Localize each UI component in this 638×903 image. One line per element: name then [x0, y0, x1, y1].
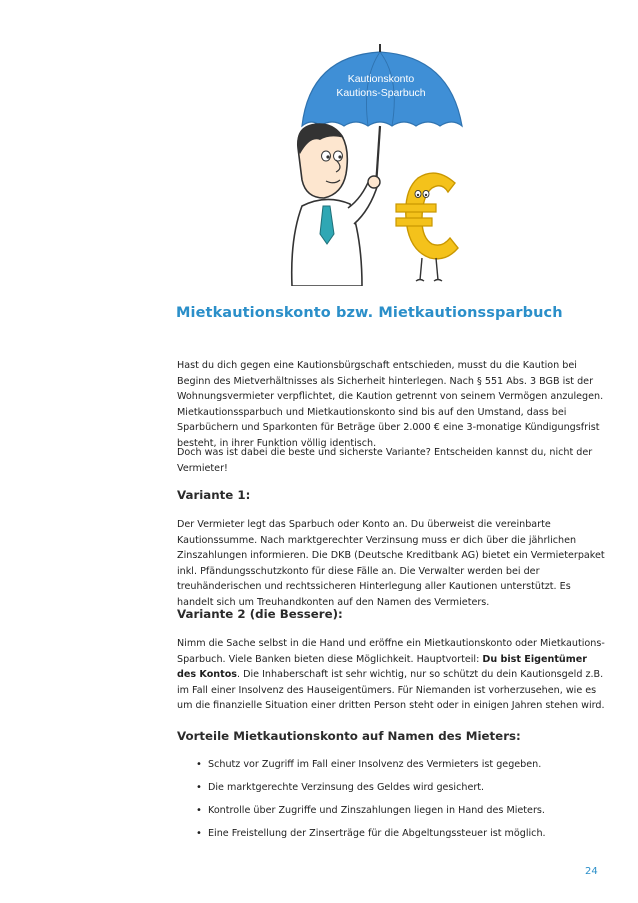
page-title: Mietkautionskonto bzw. Mietkautionssparbuch — [176, 305, 563, 321]
variant2-text-before: Nimm die Sache selbst in die Hand und eröffne ein Mietkautionskonto oder Mietkautions-Sparbuch. Viele Banken bieten diese Möglichkeit. Hauptvorteil: — [177, 638, 605, 665]
variant2-text-after: . Die Inhaberschaft ist sehr wichtig, nur so schützt du dein Kautionsgeld z.B. im Fall einer Insolvenz des Hauseigentümers. Für Niemanden ist vorherzusehen, wie es um die finanzielle Situation einer dritten Person steht oder in einigen Jahren stehen wird. — [177, 669, 605, 712]
bullet-icon: • — [196, 759, 202, 770]
bullet-icon: • — [196, 782, 202, 793]
man-figure — [292, 123, 380, 286]
variant2-text-bold: Du bist Eigentümer des Kontos — [177, 653, 587, 681]
euro-character — [396, 173, 458, 281]
variant2-heading: Variante 2 (die Bessere): — [177, 607, 343, 621]
intro-paragraph: Hast du dich gegen eine Kautionsbürgschaft entschieden, musst du die Kaution bei Beginn des Mietverhältnisses als Sicherheit hinterlegen. Nach § 551 Abs. 3 BGB ist der Wohnungsvermieter verpflichtet, die Kaution getrennt von seinem Vermögen anzulegen. Mietkautionssparbuch und Mietkautionskonto sind bis auf den Umstand, dass bei Sparbüchern und Sparkonten für Beträge über 2.000 € eine 3-monatige Kündigungsfrist besteht, in ihrer Funktion völlig identisch. — [177, 360, 604, 449]
list-item: • Die marktgerechte Verzinsung des Geldes wird gesichert. — [196, 782, 485, 793]
umbrella-euro-illustration — [250, 38, 480, 286]
advantages-heading: Vorteile Mietkautionskonto auf Namen des Mieters: — [177, 729, 521, 743]
question-paragraph: Doch was ist dabei die beste und sicherste Variante? Entscheiden kannst du, nicht der Vermieter! — [177, 447, 593, 474]
page-number: 24 — [585, 866, 598, 877]
list-item: • Schutz vor Zugriff im Fall einer Insolvenz des Vermieters ist gegeben. — [196, 759, 542, 770]
variant1-heading: Variante 1: — [177, 488, 251, 502]
variant2-paragraph — [177, 636, 609, 714]
umbrella-text-line1: Kautionskonto — [347, 73, 415, 85]
bullet-icon: • — [196, 828, 202, 839]
variant1-paragraph: Der Vermieter legt das Sparbuch oder Konto an. Du überweist die vereinbarte Kautionssumme. Nach marktgerechter Verzinsung muss er dich über die jährlichen Zinszahlungen informieren. Die DKB (Deutsche Kreditbank AG) bietet ein Vermieterpaket inkl. Pfändungsschutzkonto für diese Fälle an. Die Verwalter werden bei der treuhänderischen und rechtssicheren Hinterlegung aller Kautionen unterstützt. Es handelt sich um Treuhandkonten auf den Namen des Vermieters. — [177, 519, 605, 608]
advantages-list — [196, 757, 546, 849]
bullet-icon: • — [196, 805, 202, 816]
list-item: • Kontrolle über Zugriffe und Zinszahlungen liegen in Hand des Mieters. — [196, 805, 545, 816]
list-item: • Eine Freistellung der Zinserträge für die Abgeltungssteuer ist möglich. — [196, 828, 546, 839]
umbrella-text-line2: Kautions-Sparbuch — [336, 87, 426, 99]
